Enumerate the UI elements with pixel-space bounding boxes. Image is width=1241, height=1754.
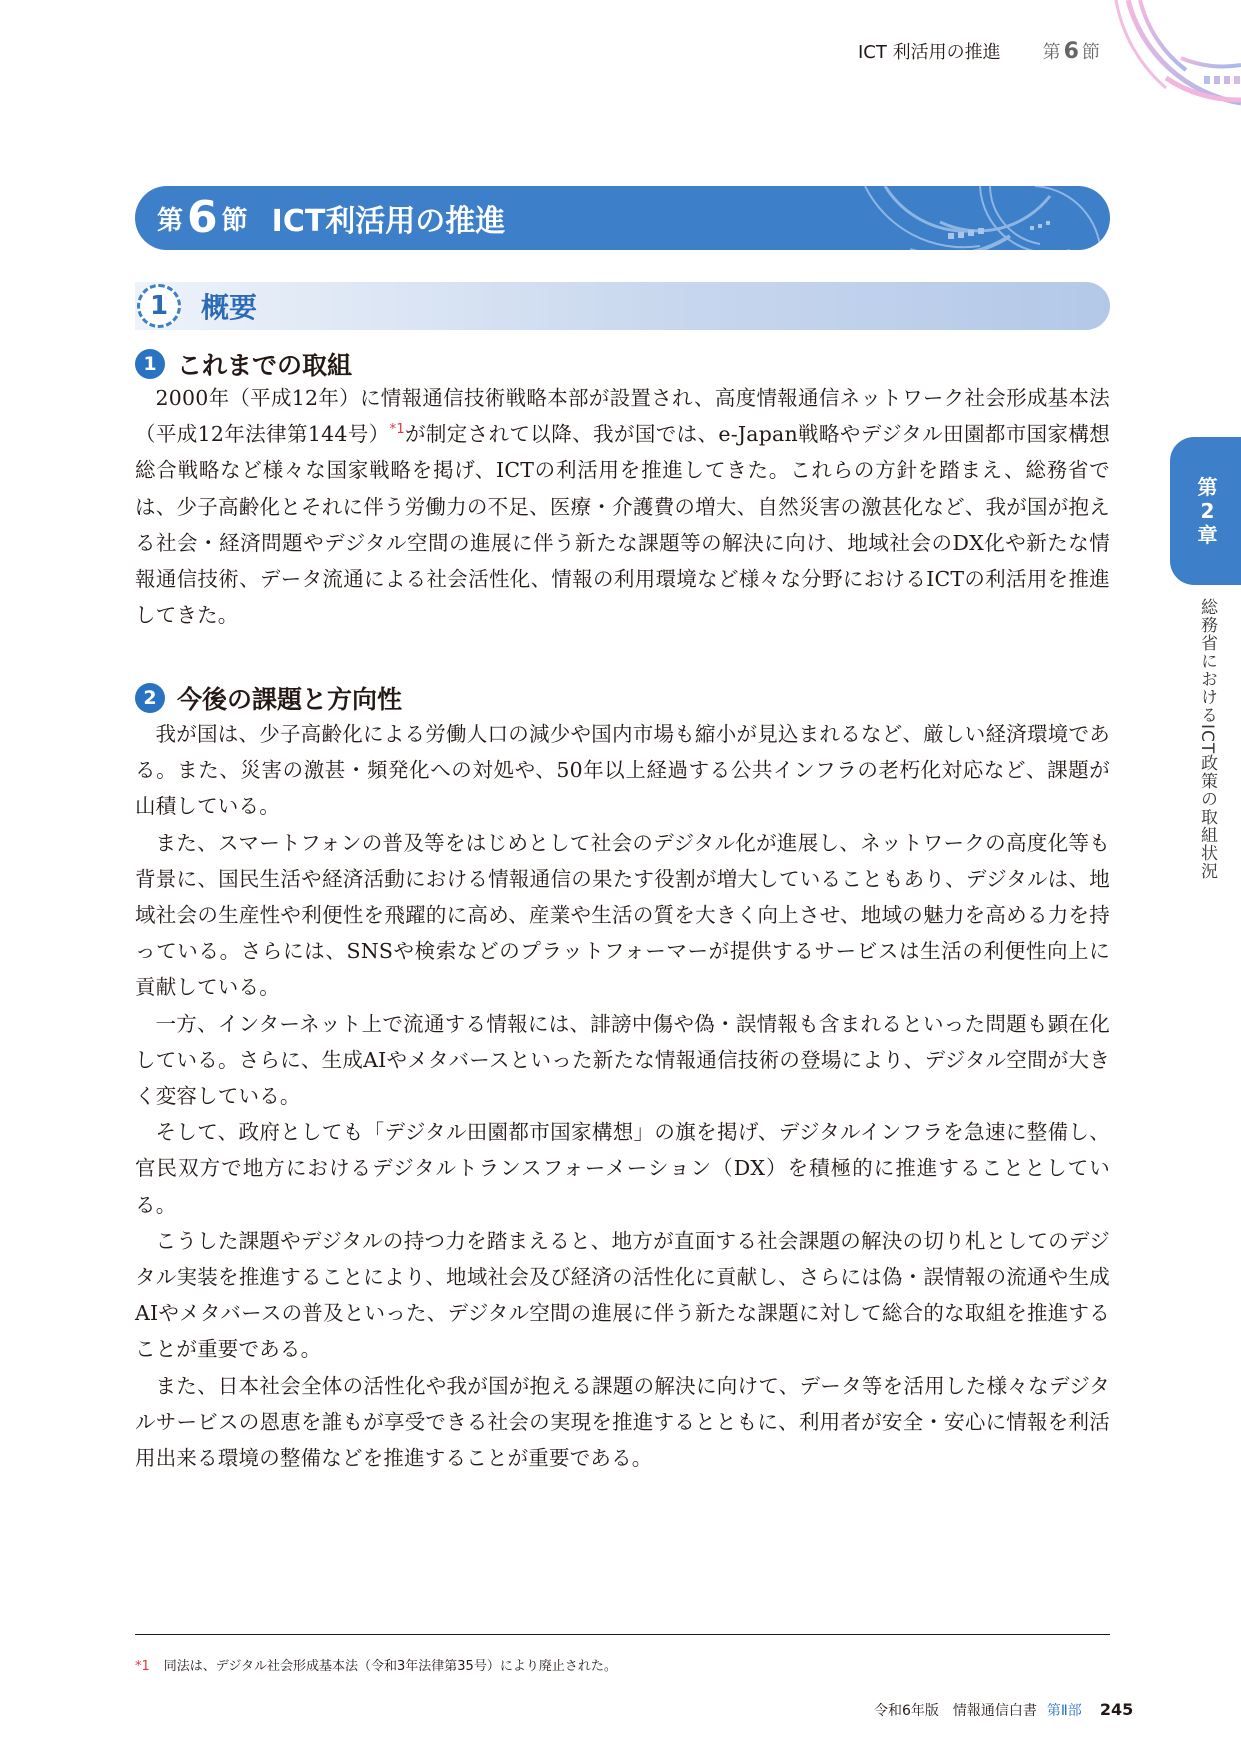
- paragraph-text: 2000年（平成12年）に情報通信技術戦略本部が設置され、高度情報通信ネットワーク社会形成基本法（平成12年法律第144号）: [135, 386, 1110, 447]
- chapter-tab[interactable]: [1170, 437, 1241, 585]
- paragraph: 一方、インターネット上で流通する情報には、誹謗中傷や偽・誤情報も含まれるといった問題も顕在化している。さらに、生成AIやメタバースといった新たな情報通信技術の登場により、デジタル空間が大きく変容している。: [135, 1011, 1110, 1109]
- subsection-number-badge: 1: [137, 284, 181, 328]
- subsection-title: 概要: [201, 291, 258, 324]
- chapter-tab-line3: 章: [1197, 523, 1218, 547]
- heading-number-badge: 2: [135, 683, 165, 713]
- heading-1: [135, 346, 352, 382]
- footnote-mark: *1: [135, 1659, 150, 1674]
- heading-number-badge: 1: [135, 349, 165, 379]
- paragraph: そして、政府としても「デジタル田園都市国家構想」の旗を掲げ、デジタルインフラを急速に整備し、官民双方で地方におけるデジタルトランスフォーメーション（DX）を積極的に推進することとしている。: [135, 1120, 1110, 1217]
- heading-2: [135, 680, 402, 716]
- banner-title: ICT利活用の推進: [271, 204, 506, 239]
- running-header-section: [1043, 38, 1100, 64]
- section-2-body: [135, 716, 1110, 1476]
- section-suffix: 節: [1081, 42, 1100, 63]
- banner-suffix: 節: [221, 205, 248, 236]
- chapter-tab-number: 2: [1200, 499, 1215, 523]
- paragraph: [135, 380, 1110, 633]
- banner-prefix: 第: [157, 205, 184, 236]
- footnote: [135, 1655, 617, 1674]
- publication-title: 令和6年版 情報通信白書: [874, 1703, 1037, 1719]
- section-prefix: 第: [1042, 42, 1061, 63]
- footnote-divider: [135, 1634, 1110, 1635]
- paragraph-text: が制定されて以降、我が国では、e-Japan戦略やデジタル田園都市国家構想総合戦略など様々な国家戦略を掲げ、ICTの利活用を推進してきた。これらの方針を踏まえ、総務省では、少子高齢化とそれに伴う労働力の不足、医療・介護費の増大、自然災害の激甚化など、我が国が抱える社会・経済問題やデジタル空間の進展に伴う新たな課題等の解決に向け、地域社会のDX化や新たな情報通信技術、データ流通による社会活性化、情報の利用環境など様々な分野におけるICTの利活用を推進してきた。: [135, 422, 1111, 628]
- heading-title: これまでの取組: [177, 351, 353, 380]
- banner-arc-decoration-icon: [830, 186, 1110, 250]
- footnote-text: 同法は、デジタル社会形成基本法（令和3年法律第35号）により廃止された。: [163, 1659, 617, 1674]
- section-banner: [135, 186, 1110, 250]
- banner-number: 6: [187, 192, 218, 243]
- running-header: [858, 38, 1100, 64]
- corner-arc-decoration-icon: [1106, 0, 1241, 110]
- section-number: 6: [1063, 39, 1079, 64]
- page-footer: [874, 1700, 1133, 1720]
- chapter-tab-line1: 第: [1197, 475, 1218, 499]
- page-number: 245: [1099, 1700, 1134, 1719]
- subsection-bar: [135, 282, 1110, 330]
- paragraph: 我が国は、少子高齢化による労働人口の減少や国内市場も縮小が見込まれるなど、厳しい経済環境である。また、災害の激甚・頻発化への対処や、50年以上経過する公共インフラの老朽化対応など、課題が山積している。: [135, 722, 1110, 819]
- heading-title: 今後の課題と方向性: [177, 685, 403, 714]
- chapter-title-vertical: 総務省におけるICT政策の取組状況: [1197, 598, 1217, 881]
- paragraph: また、スマートフォンの普及等をはじめとして社会のデジタル化が進展し、ネットワークの高度化等も背景に、国民生活や経済活動における情報通信の果たす役割が増大していることもあり、デジタルは、地域社会の生産性や利便性を飛躍的に高め、産業や生活の質を大きく向上させ、地域の魅力を高める力を持っている。さらには、SNSや検索などのプラットフォーマーが提供するサービスは生活の利便性向上に貢献している。: [135, 830, 1110, 1000]
- paragraph: こうした課題やデジタルの持つ力を踏まえると、地方が直面する社会課題の解決の切り札としてのデジタル実装を推進することにより、地域社会及び経済の活性化に貢献し、さらには偽・誤情報の流通や生成AIやメタバースの普及といった、デジタル空間の進展に伴う新たな課題に対して総合的な取組を推進することが重要である。: [135, 1228, 1110, 1362]
- part-label: 第Ⅱ部: [1046, 1703, 1082, 1719]
- footnote-ref-link[interactable]: *1: [389, 422, 405, 438]
- section-1-body: [135, 380, 1110, 633]
- running-header-title: ICT 利活用の推進: [858, 42, 1001, 63]
- paragraph: また、日本社会全体の活性化や我が国が抱える課題の解決に向けて、データ等を活用した様々なデジタルサービスの恩恵を誰もが享受できる社会の実現を推進するとともに、利用者が安全・安心に情報を利活用出来る環境の整備などを推進することが重要である。: [135, 1373, 1110, 1471]
